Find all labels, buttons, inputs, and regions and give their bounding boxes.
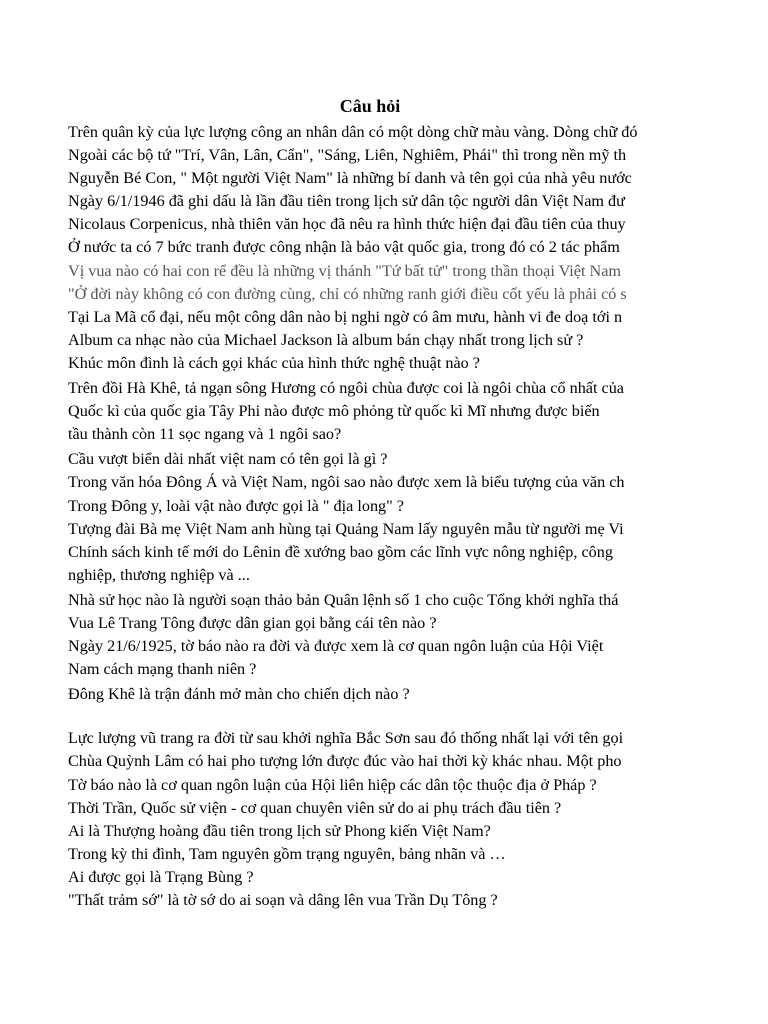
- question-line: Trên quân kỳ của lực lượng công an nhân dân có một dòng chữ màu vàng. Dòng chữ đó: [68, 123, 638, 141]
- question-line: nghiệp, thương nghiệp và ...: [68, 565, 250, 584]
- page-title: Câu hỏi: [339, 96, 401, 116]
- question-line: Cầu vượt biển dài nhất việt nam có tên gọi là gì ?: [68, 450, 388, 469]
- question-line: Vị vua nào có hai con rể đều là những vị thánh "Tứ bất tử" trong thần thoại Việt Nam: [68, 261, 621, 280]
- question-line: Nam cách mạng thanh niên ?: [68, 660, 257, 679]
- question-line: Trong kỳ thi đình, Tam nguyên gồm trạng nguyên, bảng nhãn và …: [68, 844, 506, 863]
- question-line: Trong văn hóa Đông Á và Việt Nam, ngôi sao nào được xem là biểu tượng của văn ch: [68, 473, 625, 492]
- question-line: Chùa Quỳnh Lâm có hai pho tượng lớn được đúc vào hai thời kỳ khác nhau. Một pho: [68, 752, 622, 771]
- question-line: Ai là Thượng hoàng đầu tiên trong lịch sử Phong kiến Việt Nam?: [68, 821, 491, 840]
- question-line: Quốc kì của quốc gia Tây Phi nào được mô phỏng từ quốc kì Mĩ nhưng được biến: [68, 402, 600, 421]
- question-line: Khúc môn đình là cách gọi khác của hình thức nghệ thuật nào ?: [68, 353, 480, 372]
- question-line: Lực lượng vũ trang ra đời từ sau khởi nghĩa Bắc Sơn sau đó thống nhất lại với tên gọi: [68, 729, 624, 748]
- question-list: [68, 121, 672, 912]
- question-line: "Ở đời này không có con đường cùng, chỉ có những ranh giới điều cốt yếu là phải có s: [68, 284, 627, 303]
- question-line: Chính sách kinh tế mới do Lênin đề xướng bao gồm các lĩnh vực nông nghiệp, công: [68, 542, 613, 561]
- question-line: Ở nước ta có 7 bức tranh được công nhận là bảo vật quốc gia, trong đó có 2 tác phẩm: [68, 238, 620, 257]
- question-line: Nguyễn Bé Con, " Một người Việt Nam" là những bí danh và tên gọi của nhà yêu nước: [68, 169, 632, 188]
- question-line: Nicolaus Corpenicus, nhà thiên văn học đã nêu ra hình thức hiện đại đầu tiên của thuy: [68, 215, 626, 234]
- question-line: Tại La Mã cổ đại, nếu một công dân nào bị nghi ngờ có âm mưu, hành vi đe doạ tới n: [68, 307, 623, 326]
- question-line: Album ca nhạc nào của Michael Jackson là album bán chạy nhất trong lịch sử ?: [68, 330, 584, 349]
- question-line: Ai được gọi là Trạng Bùng ?: [68, 867, 254, 886]
- question-line: Thời Trần, Quốc sử viện - cơ quan chuyên viên sử do ai phụ trách đầu tiên ?: [68, 798, 562, 817]
- question-line: Ngoài các bộ tứ "Trí, Vân, Lân, Cẩn", "Sáng, Liên, Nghiêm, Phái" thì trong nền mỹ th: [68, 146, 627, 165]
- question-line: Tờ báo nào là cơ quan ngôn luận của Hội liên hiệp các dân tộc thuộc địa ở Pháp ?: [68, 775, 597, 794]
- question-line: Trong Đông y, loài vật nào được gọi là " địa long" ?: [68, 496, 404, 515]
- question-line: Trên đồi Hà Khê, tả ngạn sông Hương có ngôi chùa được coi là ngôi chùa cổ nhất của: [68, 379, 624, 398]
- question-line: tầu thành còn 11 sọc ngang và 1 ngôi sao?: [68, 425, 342, 444]
- question-line: Vua Lê Trang Tông được dân gian gọi bằng cái tên nào ?: [68, 613, 437, 632]
- question-line: "Thất trảm sớ" là tờ sớ do ai soạn và dâng lên vua Trần Dụ Tông ?: [68, 891, 498, 909]
- question-line: Tượng đài Bà mẹ Việt Nam anh hùng tại Quảng Nam lấy nguyên mẫu từ người mẹ Vi: [68, 519, 624, 538]
- question-line: Ngày 21/6/1925, tờ báo nào ra đời và được xem là cơ quan ngôn luận của Hội Việt: [68, 637, 604, 656]
- question-line: Ngày 6/1/1946 đã ghi dấu là lần đầu tiên trong lịch sử dân tộc người dân Việt Nam đư: [68, 192, 625, 211]
- question-line: Đông Khê là trận đánh mở màn cho chiến dịch nào ?: [68, 685, 410, 704]
- question-line: Nhà sử học nào là người soạn thảo bản Quân lệnh số 1 cho cuộc Tổng khởi nghĩa thá: [68, 590, 619, 609]
